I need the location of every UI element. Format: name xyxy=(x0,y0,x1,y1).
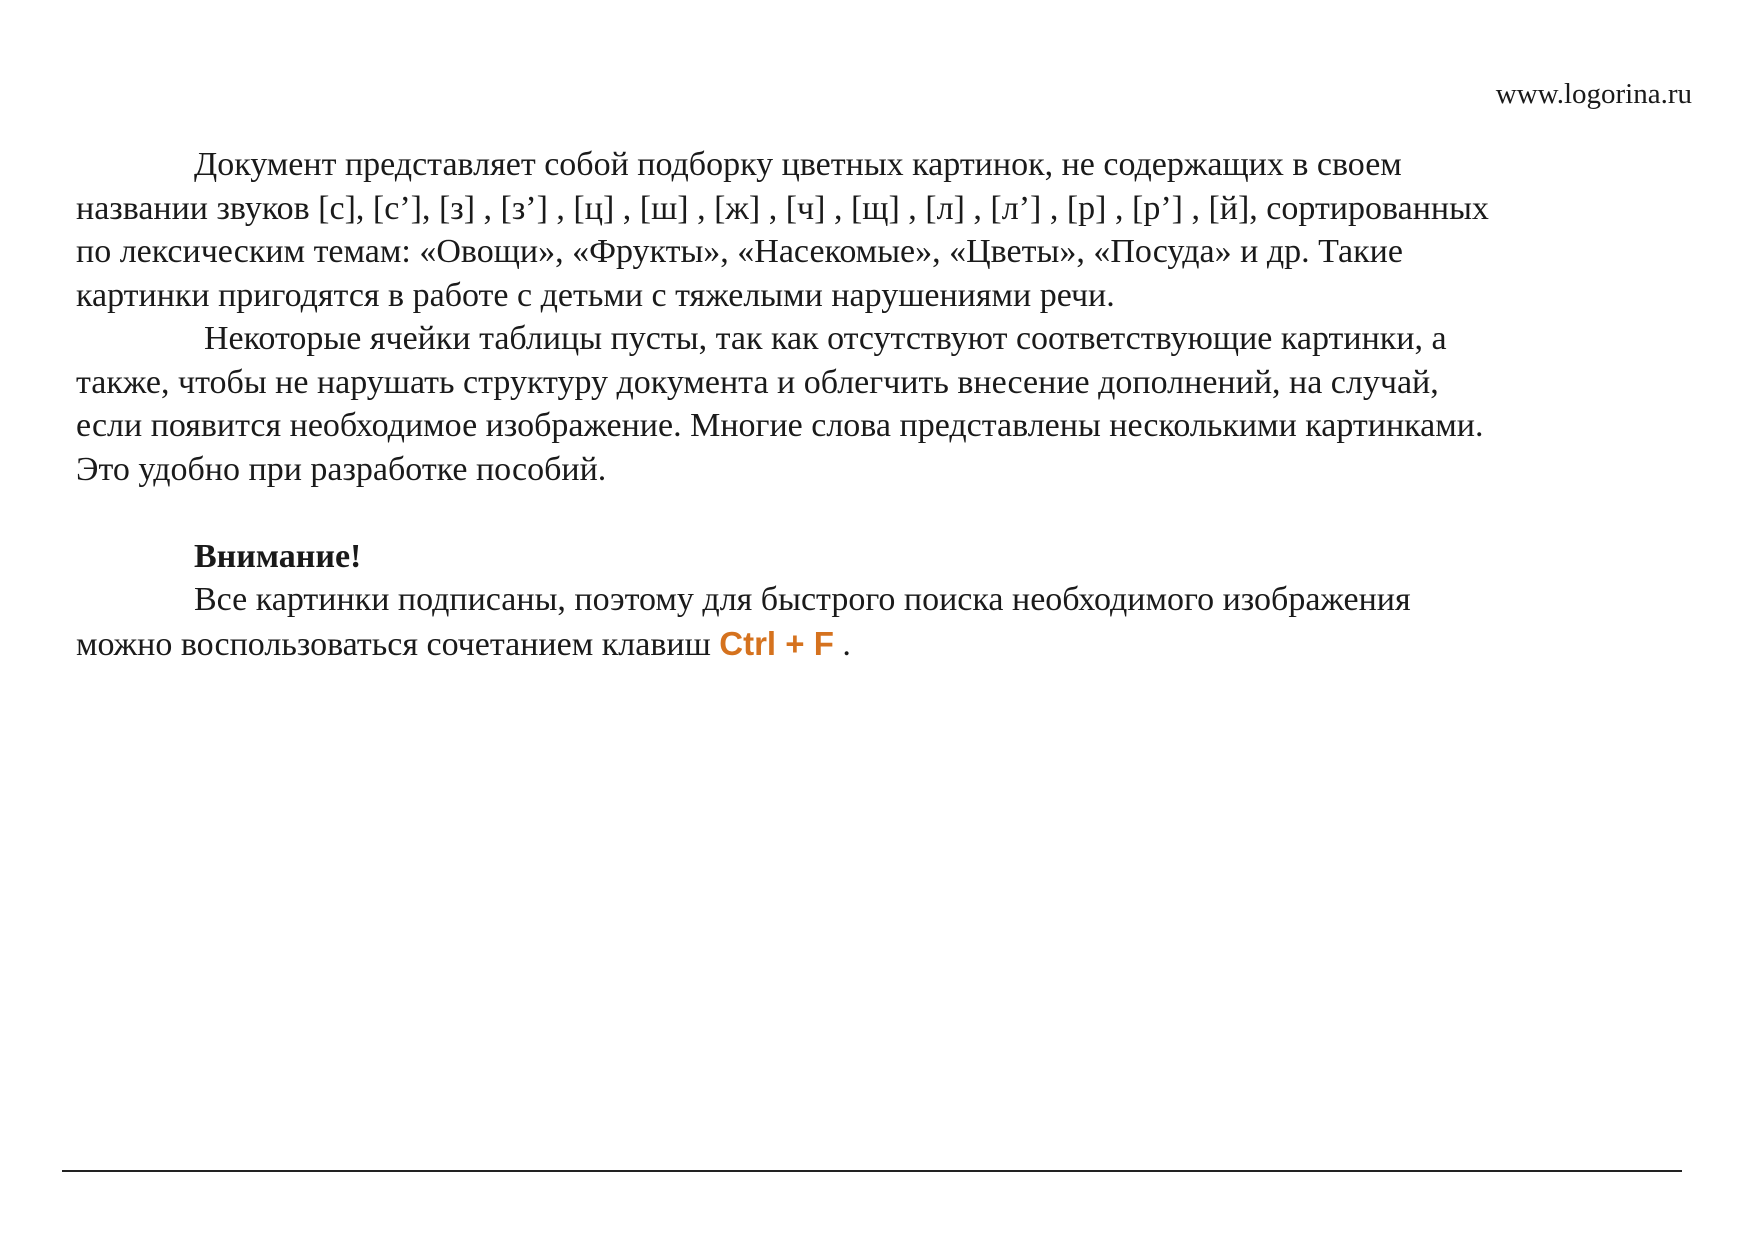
paragraph-line: по лексическим темам: «Овощи», «Фрукты», «Насекомые», «Цветы», «Посуда» и др. Такие xyxy=(76,233,1403,270)
hotkey-label: Ctrl + F xyxy=(719,624,834,662)
attention-line-suffix: . xyxy=(833,625,851,663)
footer-divider xyxy=(62,1170,1682,1172)
paragraph-line: Это удобно при разработке пособий. xyxy=(76,450,607,488)
paragraph-line: если появится необходимое изображение. Многие слова представлены несколькими картинками. xyxy=(76,407,1484,444)
paragraph-line: картинки пригодятся в работе с детьми с тяжелыми нарушениями речи. xyxy=(76,276,1115,314)
document-body xyxy=(76,143,1676,666)
attention-heading: Внимание! xyxy=(194,537,362,575)
paragraph-line: также, чтобы не нарушать структуру документа и облегчить внесение дополнений, на случай, xyxy=(76,363,1439,401)
site-url: www.logorina.ru xyxy=(1495,78,1692,110)
intro-paragraph xyxy=(76,143,1676,317)
attention-section xyxy=(76,535,1676,667)
empty-cells-paragraph xyxy=(76,317,1676,491)
paragraph-line: названии звуков [с], [с’], [з] , [з’] , [ц] , [ш] , [ж] , [ч] , [щ] , [л] , [л’] , [р] , [р’] , [й], сортированных xyxy=(76,189,1489,227)
paragraph-line: Некоторые ячейки таблицы пусты, так как отсутствуют соответствующие картинки, а xyxy=(204,320,1447,357)
attention-line-hotkey xyxy=(76,622,1676,667)
paragraph-line: Документ представляет собой подборку цветных картинок, не содержащих в своем xyxy=(194,146,1402,183)
attention-line-prefix: можно воспользоваться сочетанием клавиш xyxy=(76,625,720,663)
attention-line: Все картинки подписаны, поэтому для быстрого поиска необходимого изображения xyxy=(194,581,1411,618)
spacer xyxy=(76,491,1676,535)
